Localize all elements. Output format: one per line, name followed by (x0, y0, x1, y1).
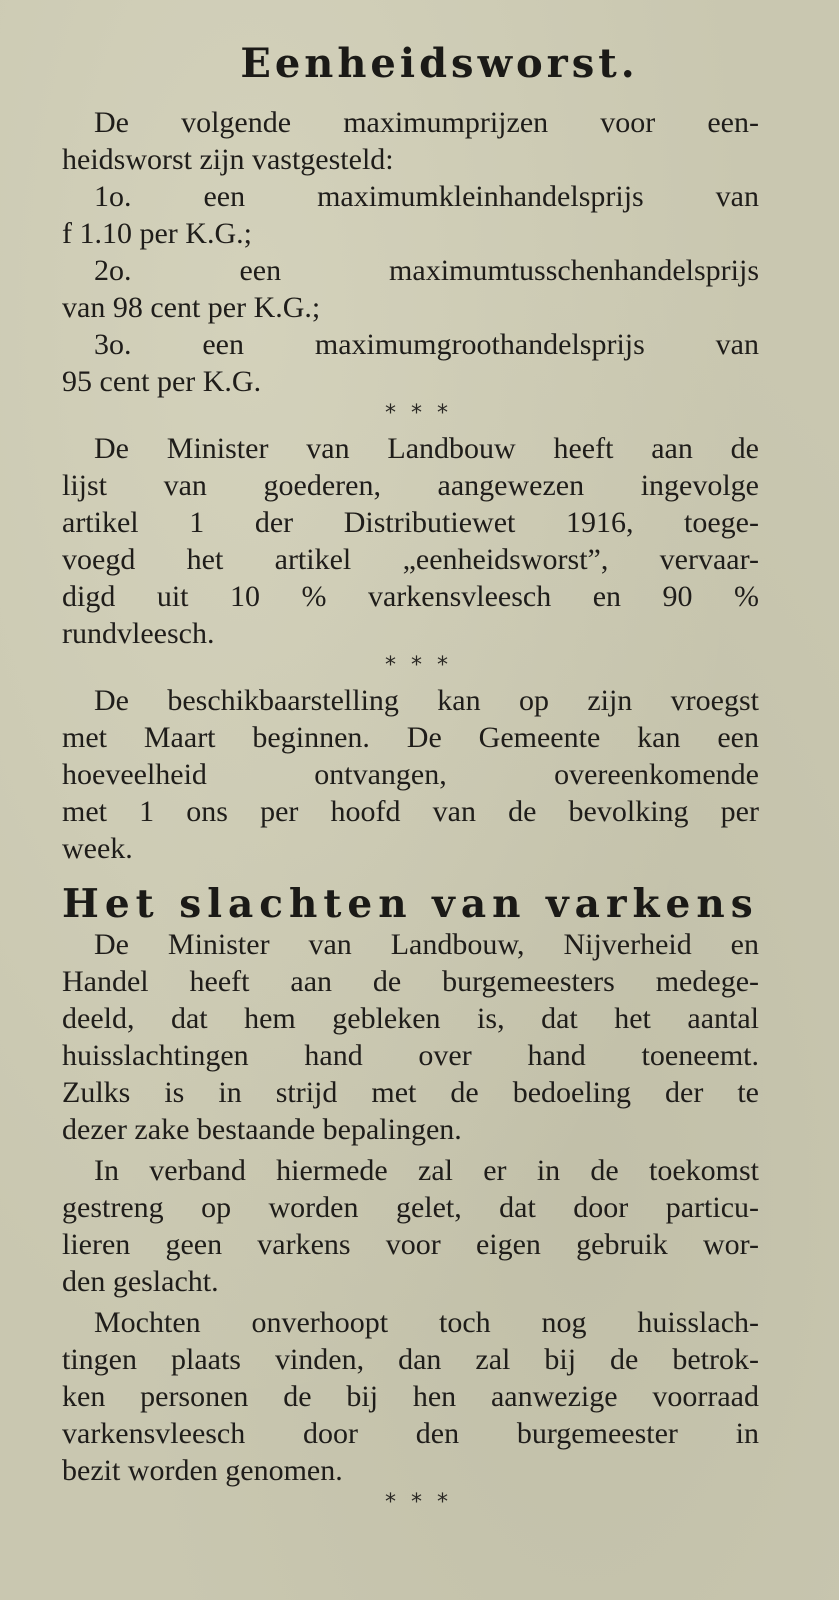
article-slachten-paragraph-2 (62, 1152, 759, 1300)
text-line: digd uit 10 % varkensvleesch en 90 % (62, 580, 759, 613)
text-line: tingen plaats vinden, dan zal bij de betrok- (62, 1343, 759, 1376)
text-line: Handel heeft aan de burgemeesters medege- (62, 965, 759, 998)
text-line: den geslacht. (62, 1265, 219, 1298)
text-line: 3o. een maximumgroothandelsprijs van (94, 328, 759, 361)
text-line: De volgende maximumprijzen voor een- (94, 106, 759, 139)
text-line: artikel 1 der Distributiewet 1916, toege- (62, 506, 759, 539)
text-line: lieren geen varkens voor eigen gebruik wor- (62, 1228, 759, 1261)
text-line: rundvleesch. (62, 617, 215, 650)
text-line: varkensvleesch door den burgemeester in (62, 1417, 759, 1450)
text-line: f 1.10 per K.G.; (62, 217, 252, 250)
text-line: lijst van goederen, aangewezen ingevolge (62, 469, 759, 502)
article-minister-distributiewet (62, 430, 759, 652)
text-line: van 98 cent per K.G.; (62, 291, 321, 324)
article-eenheidsworst-prices (62, 104, 759, 400)
text-line: heidsworst zijn vastgesteld: (62, 143, 394, 176)
article-slachten-paragraph-1 (62, 926, 759, 1148)
text-line: deeld, dat hem gebleken is, dat het aantal (62, 1002, 759, 1035)
asterism-separator: * * * (385, 1490, 452, 1515)
text-line: huisslachtingen hand over hand toeneemt. (62, 1039, 759, 1072)
article-beschikbaarstelling (62, 682, 759, 867)
asterism-separator: * * * (385, 401, 452, 426)
article-slachten-paragraph-3 (62, 1304, 759, 1489)
text-line: De Minister van Landbouw heeft aan de (94, 432, 759, 465)
text-line: 1o. een maximumkleinhandelsprijs van (94, 180, 759, 213)
asterism-separator: * * * (385, 653, 452, 678)
text-line: met Maart beginnen. De Gemeente kan een (62, 721, 759, 754)
text-line: De Minister van Landbouw, Nijverheid en (94, 928, 759, 961)
text-line: Zulks is in strijd met de bedoeling der te (62, 1076, 759, 1109)
text-line: hoeveelheid ontvangen, overeenkomende (62, 758, 759, 791)
text-line: dezer zake bestaande bepalingen. (62, 1113, 462, 1146)
text-line: Mochten onverhoopt toch nog huisslach- (94, 1306, 759, 1339)
text-line: met 1 ons per hoofd van de bevolking per (62, 795, 759, 828)
text-line: voegd het artikel „eenheidsworst”, vervaar- (62, 543, 759, 576)
text-line: De beschikbaarstelling kan op zijn vroegst (94, 684, 759, 717)
article-title-slachten-varkens: Het slachten van varkens (62, 881, 759, 927)
text-line: 2o. een maximumtusschenhandelsprijs (94, 254, 759, 287)
text-line: bezit worden genomen. (62, 1454, 343, 1487)
text-line: In verband hiermede zal er in de toekomst (94, 1154, 759, 1187)
article-title-eenheidsworst: Eenheidsworst. (240, 40, 639, 87)
text-line: 95 cent per K.G. (62, 365, 262, 398)
text-line: week. (62, 832, 133, 865)
text-line: gestreng op worden gelet, dat door particu- (62, 1191, 759, 1224)
text-line: ken personen de bij hen aanwezige voorraad (62, 1380, 759, 1413)
